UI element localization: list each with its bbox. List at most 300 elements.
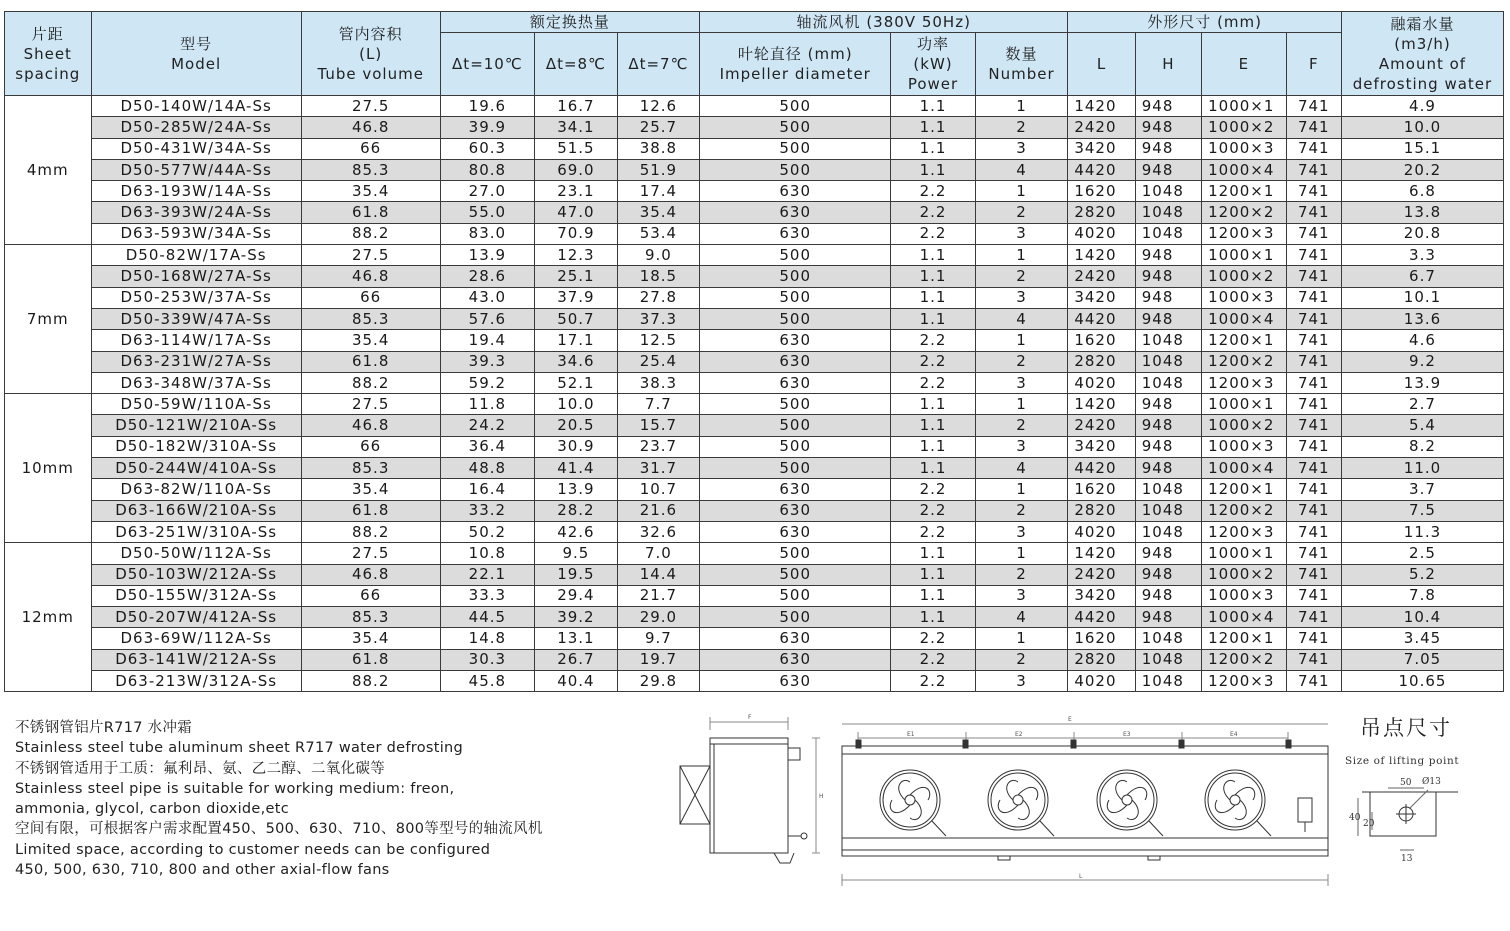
cell-heat-dt8: 28.2 (535, 500, 617, 521)
header-sheet-spacing: 片距 Sheet spacing (5, 12, 92, 96)
cell-model: D63-69W/112A-Ss (91, 628, 301, 649)
cell-dim-f: 741 (1286, 543, 1341, 564)
cell-dim-f: 741 (1286, 671, 1341, 692)
dim-label-l: L (1079, 873, 1083, 880)
cell-defrost: 20.8 (1341, 223, 1503, 244)
cell-power: 1.1 (891, 287, 976, 308)
cell-heat-dt7: 29.0 (617, 607, 700, 628)
cell-heat-dt10: 13.9 (440, 245, 535, 266)
cell-heat-dt8: 19.5 (535, 564, 617, 585)
unit-drawing (676, 708, 1341, 893)
cell-dim-h: 948 (1135, 287, 1201, 308)
cell-heat-dt10: 48.8 (440, 458, 535, 479)
cell-defrost: 13.8 (1341, 202, 1503, 223)
cell-dim-h: 1048 (1135, 330, 1201, 351)
header-defrost: 融霜水量 (m3/h) Amount of defrosting water (1341, 12, 1503, 96)
cell-heat-dt10: 39.3 (440, 351, 535, 372)
table-row (5, 117, 1504, 138)
cell-dim-f: 741 (1286, 585, 1341, 606)
cell-dim-e: 1200×2 (1202, 351, 1287, 372)
cell-dim-e: 1000×1 (1202, 543, 1287, 564)
cell-impeller: 630 (700, 202, 891, 223)
cell-impeller: 630 (700, 372, 891, 393)
cell-defrost: 5.4 (1341, 415, 1503, 436)
cell-heat-dt10: 19.4 (440, 330, 535, 351)
cell-dim-l: 2420 (1068, 117, 1135, 138)
cell-heat-dt10: 83.0 (440, 223, 535, 244)
cell-heat-dt7: 17.4 (617, 181, 700, 202)
cell-model: D63-213W/312A-Ss (91, 671, 301, 692)
cell-dim-l: 2420 (1068, 266, 1135, 287)
table-row (5, 436, 1504, 457)
cell-impeller: 500 (700, 245, 891, 266)
cell-dim-h: 948 (1135, 159, 1201, 180)
cell-spacing: 12mm (5, 543, 92, 692)
lift-dim-b: 13 (1401, 854, 1413, 864)
cell-heat-dt7: 14.4 (617, 564, 700, 585)
cell-fan-count: 4 (975, 458, 1068, 479)
cell-defrost: 15.1 (1341, 138, 1503, 159)
cell-heat-dt8: 25.1 (535, 266, 617, 287)
cell-tube-volume: 35.4 (301, 628, 440, 649)
fan-icon (880, 770, 946, 836)
cell-dim-f: 741 (1286, 181, 1341, 202)
cell-defrost: 4.9 (1341, 96, 1503, 117)
cell-dim-f: 741 (1286, 649, 1341, 670)
cell-power: 1.1 (891, 415, 976, 436)
cell-heat-dt8: 26.7 (535, 649, 617, 670)
cell-heat-dt10: 57.6 (440, 308, 535, 329)
dim-label-h: H (819, 793, 824, 800)
cell-tube-volume: 66 (301, 138, 440, 159)
cell-heat-dt7: 7.0 (617, 543, 700, 564)
cell-fan-count: 2 (975, 649, 1068, 670)
cell-heat-dt7: 25.4 (617, 351, 700, 372)
cell-heat-dt10: 19.6 (440, 96, 535, 117)
cell-tube-volume: 46.8 (301, 564, 440, 585)
lift-dim-w: 50 (1400, 778, 1412, 788)
cell-dim-l: 3420 (1068, 436, 1135, 457)
cell-tube-volume: 88.2 (301, 372, 440, 393)
cell-model: D63-141W/212A-Ss (91, 649, 301, 670)
header-power: 功率 (kW) Power (891, 33, 976, 96)
cell-power: 1.1 (891, 96, 976, 117)
table-row (5, 308, 1504, 329)
cell-power: 2.2 (891, 628, 976, 649)
cell-heat-dt7: 53.4 (617, 223, 700, 244)
cell-dim-f: 741 (1286, 394, 1341, 415)
cell-heat-dt8: 17.1 (535, 330, 617, 351)
cell-tube-volume: 27.5 (301, 96, 440, 117)
cell-fan-count: 3 (975, 436, 1068, 457)
cell-tube-volume: 35.4 (301, 330, 440, 351)
cell-dim-f: 741 (1286, 138, 1341, 159)
cell-power: 1.1 (891, 543, 976, 564)
cell-tube-volume: 27.5 (301, 245, 440, 266)
cell-impeller: 500 (700, 96, 891, 117)
cell-impeller: 500 (700, 607, 891, 628)
cell-dim-h: 948 (1135, 543, 1201, 564)
cell-heat-dt10: 33.3 (440, 585, 535, 606)
cell-fan-count: 3 (975, 138, 1068, 159)
cell-heat-dt10: 44.5 (440, 607, 535, 628)
cell-dim-l: 1620 (1068, 479, 1135, 500)
cell-dim-f: 741 (1286, 479, 1341, 500)
lift-dim-h2: 20 (1363, 819, 1375, 829)
cell-defrost: 11.0 (1341, 458, 1503, 479)
cell-dim-f: 741 (1286, 96, 1341, 117)
cell-heat-dt8: 52.1 (535, 372, 617, 393)
table-row (5, 138, 1504, 159)
table-row (5, 287, 1504, 308)
table-row (5, 202, 1504, 223)
cell-dim-e: 1000×4 (1202, 308, 1287, 329)
cell-dim-e: 1000×2 (1202, 564, 1287, 585)
cell-model: D63-114W/17A-Ss (91, 330, 301, 351)
cell-heat-dt8: 13.1 (535, 628, 617, 649)
cell-model: D50-82W/17A-Ss (91, 245, 301, 266)
table-row (5, 543, 1504, 564)
cell-dim-e: 1200×1 (1202, 479, 1287, 500)
header-dim-f: F (1286, 33, 1341, 96)
cell-heat-dt7: 15.7 (617, 415, 700, 436)
header-dt8: Δt=8℃ (535, 33, 617, 96)
cell-fan-count: 1 (975, 394, 1068, 415)
cell-defrost: 3.7 (1341, 479, 1503, 500)
cell-dim-h: 1048 (1135, 521, 1201, 542)
cell-power: 2.2 (891, 500, 976, 521)
cell-dim-e: 1200×3 (1202, 223, 1287, 244)
cell-heat-dt7: 38.8 (617, 138, 700, 159)
table-body (5, 96, 1504, 692)
cell-fan-count: 2 (975, 117, 1068, 138)
cell-model: D50-339W/47A-Ss (91, 308, 301, 329)
cell-heat-dt7: 29.8 (617, 671, 700, 692)
table-row (5, 585, 1504, 606)
cell-heat-dt10: 36.4 (440, 436, 535, 457)
table-row (5, 351, 1504, 372)
cell-fan-count: 4 (975, 159, 1068, 180)
cell-heat-dt10: 30.3 (440, 649, 535, 670)
cell-impeller: 630 (700, 649, 891, 670)
cell-dim-e: 1200×1 (1202, 628, 1287, 649)
header-impeller: 叶轮直径 (mm) Impeller diameter (700, 33, 891, 96)
lifting-point-title: 吊点尺寸 (1360, 716, 1452, 740)
cell-dim-h: 1048 (1135, 649, 1201, 670)
cell-dim-e: 1200×2 (1202, 500, 1287, 521)
cell-dim-l: 2820 (1068, 500, 1135, 521)
cell-dim-e: 1000×3 (1202, 585, 1287, 606)
cell-fan-count: 1 (975, 181, 1068, 202)
cell-impeller: 630 (700, 181, 891, 202)
cell-heat-dt7: 35.4 (617, 202, 700, 223)
cell-heat-dt8: 12.3 (535, 245, 617, 266)
table-row (5, 415, 1504, 436)
cell-dim-f: 741 (1286, 330, 1341, 351)
cell-fan-count: 3 (975, 521, 1068, 542)
cell-model: D63-82W/110A-Ss (91, 479, 301, 500)
cell-heat-dt8: 34.1 (535, 117, 617, 138)
cell-power: 1.1 (891, 436, 976, 457)
cell-fan-count: 3 (975, 372, 1068, 393)
cell-heat-dt8: 23.1 (535, 181, 617, 202)
cell-model: D63-348W/37A-Ss (91, 372, 301, 393)
cell-dim-l: 2420 (1068, 564, 1135, 585)
cell-dim-f: 741 (1286, 159, 1341, 180)
cell-dim-l: 4020 (1068, 521, 1135, 542)
cell-defrost: 10.4 (1341, 607, 1503, 628)
cell-defrost: 2.5 (1341, 543, 1503, 564)
cell-spacing: 7mm (5, 245, 92, 394)
cell-tube-volume: 46.8 (301, 266, 440, 287)
cell-tube-volume: 27.5 (301, 543, 440, 564)
cell-model: D50-140W/14A-Ss (91, 96, 301, 117)
table-row (5, 223, 1504, 244)
cell-dim-h: 1048 (1135, 671, 1201, 692)
cell-power: 1.1 (891, 585, 976, 606)
cell-heat-dt10: 22.1 (440, 564, 535, 585)
cell-dim-l: 4420 (1068, 458, 1135, 479)
cell-impeller: 500 (700, 266, 891, 287)
note-line: 不锈钢管适用于工质：氟利昂、氨、乙二醇、二氧化碳等 (15, 760, 385, 777)
cell-model: D63-393W/24A-Ss (91, 202, 301, 223)
cell-fan-count: 2 (975, 415, 1068, 436)
cell-heat-dt8: 39.2 (535, 607, 617, 628)
cell-dim-h: 948 (1135, 394, 1201, 415)
cell-dim-f: 741 (1286, 245, 1341, 266)
cell-defrost: 10.1 (1341, 287, 1503, 308)
cell-heat-dt8: 20.5 (535, 415, 617, 436)
cell-defrost: 10.65 (1341, 671, 1503, 692)
cell-power: 2.2 (891, 181, 976, 202)
table-row (5, 671, 1504, 692)
spec-table (4, 11, 1504, 692)
cell-model: D63-231W/27A-Ss (91, 351, 301, 372)
cell-heat-dt10: 39.9 (440, 117, 535, 138)
cell-power: 1.1 (891, 138, 976, 159)
table-row (5, 245, 1504, 266)
cell-model: D50-244W/410A-Ss (91, 458, 301, 479)
cell-fan-count: 4 (975, 607, 1068, 628)
cell-fan-count: 3 (975, 287, 1068, 308)
header-tube-volume: 管内容积 (L) Tube volume (301, 12, 440, 96)
cell-dim-h: 948 (1135, 308, 1201, 329)
cell-dim-h: 948 (1135, 436, 1201, 457)
cell-heat-dt10: 59.2 (440, 372, 535, 393)
header-dim-h: H (1135, 33, 1201, 96)
cell-dim-f: 741 (1286, 436, 1341, 457)
cell-model: D63-193W/14A-Ss (91, 181, 301, 202)
cell-dim-h: 1048 (1135, 181, 1201, 202)
note-line: 空间有限，可根据客户需求配置450、500、630、710、800等型号的轴流风机 (15, 821, 543, 838)
cell-defrost: 4.6 (1341, 330, 1503, 351)
cell-dim-l: 3420 (1068, 585, 1135, 606)
cell-heat-dt8: 70.9 (535, 223, 617, 244)
cell-model: D50-50W/112A-Ss (91, 543, 301, 564)
cell-heat-dt10: 14.8 (440, 628, 535, 649)
cell-model: D50-253W/37A-Ss (91, 287, 301, 308)
cell-tube-volume: 85.3 (301, 308, 440, 329)
cell-model: D50-168W/27A-Ss (91, 266, 301, 287)
cell-heat-dt7: 9.7 (617, 628, 700, 649)
cell-dim-l: 4020 (1068, 223, 1135, 244)
header-dim-e: E (1202, 33, 1287, 96)
cell-tube-volume: 27.5 (301, 394, 440, 415)
cell-heat-dt10: 60.3 (440, 138, 535, 159)
header-fan: 轴流风机 (380V 50Hz) (700, 12, 1068, 33)
cell-dim-h: 948 (1135, 585, 1201, 606)
cell-tube-volume: 88.2 (301, 521, 440, 542)
cell-impeller: 500 (700, 458, 891, 479)
lifting-point-drawing (1348, 768, 1468, 868)
cell-tube-volume: 88.2 (301, 223, 440, 244)
cell-model: D50-121W/210A-Ss (91, 415, 301, 436)
cell-heat-dt7: 38.3 (617, 372, 700, 393)
cell-model: D50-59W/110A-Ss (91, 394, 301, 415)
cell-tube-volume: 85.3 (301, 607, 440, 628)
cell-heat-dt7: 12.5 (617, 330, 700, 351)
notes (15, 718, 615, 880)
cell-heat-dt10: 50.2 (440, 521, 535, 542)
cell-impeller: 630 (700, 500, 891, 521)
cell-power: 2.2 (891, 649, 976, 670)
cell-tube-volume: 46.8 (301, 415, 440, 436)
cell-fan-count: 1 (975, 479, 1068, 500)
cell-defrost: 7.05 (1341, 649, 1503, 670)
cell-defrost: 5.2 (1341, 564, 1503, 585)
cell-dim-f: 741 (1286, 500, 1341, 521)
cell-defrost: 2.7 (1341, 394, 1503, 415)
front-view (842, 724, 1328, 886)
cell-heat-dt8: 29.4 (535, 585, 617, 606)
cell-power: 1.1 (891, 564, 976, 585)
cell-heat-dt10: 11.8 (440, 394, 535, 415)
cell-dim-e: 1200×3 (1202, 521, 1287, 542)
cell-defrost: 20.2 (1341, 159, 1503, 180)
cell-dim-f: 741 (1286, 287, 1341, 308)
cell-dim-l: 2820 (1068, 351, 1135, 372)
cell-impeller: 500 (700, 585, 891, 606)
cell-fan-count: 2 (975, 351, 1068, 372)
cell-heat-dt10: 33.2 (440, 500, 535, 521)
fan-icon (1205, 770, 1271, 836)
cell-heat-dt7: 27.8 (617, 287, 700, 308)
note-line: Limited space, according to customer needs can be configured (15, 841, 491, 858)
cell-model: D63-593W/34A-Ss (91, 223, 301, 244)
cell-power: 2.2 (891, 330, 976, 351)
cell-dim-e: 1000×3 (1202, 287, 1287, 308)
cell-dim-h: 1048 (1135, 372, 1201, 393)
cell-dim-f: 741 (1286, 223, 1341, 244)
cell-dim-e: 1000×2 (1202, 415, 1287, 436)
table-row (5, 330, 1504, 351)
cell-tube-volume: 61.8 (301, 202, 440, 223)
cell-heat-dt10: 55.0 (440, 202, 535, 223)
cell-dim-e: 1200×3 (1202, 671, 1287, 692)
cell-model: D63-251W/310A-Ss (91, 521, 301, 542)
cell-dim-f: 741 (1286, 202, 1341, 223)
cell-power: 1.1 (891, 245, 976, 266)
cell-dim-h: 948 (1135, 607, 1201, 628)
cell-heat-dt8: 50.7 (535, 308, 617, 329)
cell-dim-h: 948 (1135, 415, 1201, 436)
cell-impeller: 500 (700, 564, 891, 585)
header-heat-exchange: 额定换热量 (440, 12, 700, 33)
cell-heat-dt8: 69.0 (535, 159, 617, 180)
cell-impeller: 500 (700, 138, 891, 159)
cell-dim-e: 1000×3 (1202, 138, 1287, 159)
cell-tube-volume: 66 (301, 436, 440, 457)
table-row (5, 181, 1504, 202)
cell-power: 1.1 (891, 607, 976, 628)
cell-heat-dt7: 23.7 (617, 436, 700, 457)
cell-defrost: 11.3 (1341, 521, 1503, 542)
cell-impeller: 500 (700, 159, 891, 180)
cell-power: 1.1 (891, 308, 976, 329)
cell-heat-dt10: 28.6 (440, 266, 535, 287)
cell-power: 2.2 (891, 223, 976, 244)
lift-dim-h: 40 (1349, 813, 1361, 823)
fan-icon (1097, 770, 1163, 836)
cell-impeller: 630 (700, 330, 891, 351)
cell-dim-e: 1000×1 (1202, 394, 1287, 415)
cell-defrost: 6.7 (1341, 266, 1503, 287)
table-row (5, 479, 1504, 500)
cell-dim-l: 2820 (1068, 202, 1135, 223)
cell-dim-e: 1000×4 (1202, 159, 1287, 180)
cell-heat-dt7: 37.3 (617, 308, 700, 329)
cell-dim-f: 741 (1286, 607, 1341, 628)
cell-defrost: 3.3 (1341, 245, 1503, 266)
dim-label-e3: E3 (1123, 731, 1131, 738)
cell-spacing: 4mm (5, 96, 92, 245)
table-row (5, 607, 1504, 628)
cell-dim-l: 1420 (1068, 245, 1135, 266)
table-row (5, 564, 1504, 585)
cell-power: 1.1 (891, 159, 976, 180)
cell-tube-volume: 88.2 (301, 671, 440, 692)
header-dt7: Δt=7℃ (617, 33, 700, 96)
table-row (5, 458, 1504, 479)
cell-tube-volume: 66 (301, 287, 440, 308)
lift-dim-dia: Ø13 (1422, 777, 1441, 787)
cell-dim-h: 1048 (1135, 628, 1201, 649)
cell-fan-count: 1 (975, 245, 1068, 266)
cell-defrost: 13.6 (1341, 308, 1503, 329)
cell-dim-l: 4020 (1068, 372, 1135, 393)
cell-dim-h: 948 (1135, 117, 1201, 138)
cell-tube-volume: 85.3 (301, 458, 440, 479)
cell-dim-h: 948 (1135, 458, 1201, 479)
cell-dim-f: 741 (1286, 372, 1341, 393)
cell-dim-h: 948 (1135, 266, 1201, 287)
cell-impeller: 500 (700, 415, 891, 436)
cell-impeller: 500 (700, 394, 891, 415)
cell-heat-dt7: 7.7 (617, 394, 700, 415)
cell-tube-volume: 61.8 (301, 351, 440, 372)
cell-model: D63-166W/210A-Ss (91, 500, 301, 521)
cell-dim-l: 1620 (1068, 330, 1135, 351)
cell-model: D50-577W/44A-Ss (91, 159, 301, 180)
cell-defrost: 3.45 (1341, 628, 1503, 649)
cell-heat-dt7: 51.9 (617, 159, 700, 180)
cell-fan-count: 2 (975, 500, 1068, 521)
cell-tube-volume: 85.3 (301, 159, 440, 180)
cell-dim-h: 1048 (1135, 351, 1201, 372)
cell-impeller: 630 (700, 351, 891, 372)
cell-heat-dt8: 51.5 (535, 138, 617, 159)
cell-tube-volume: 46.8 (301, 117, 440, 138)
